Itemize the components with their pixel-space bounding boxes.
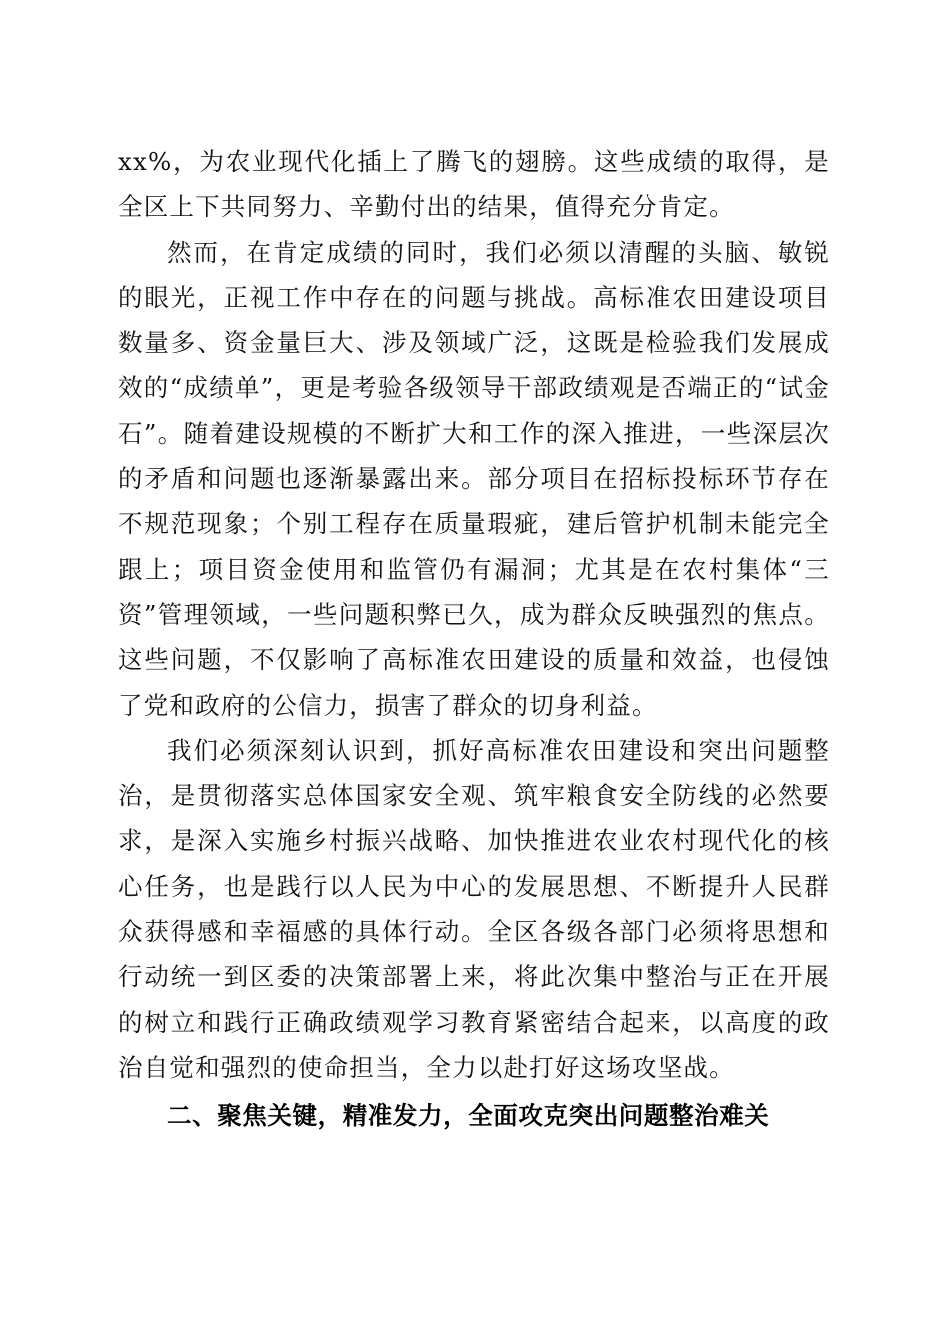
paragraph-deep-understanding: 我们必须深刻认识到，抓好高标准农田建设和突出问题整治，是贯彻落实总体国家安全观、筑牢粮食安全防线的必然要求，是深入实施乡村振兴战略、加快推进农业农村现代化的核心任务，也是践行以人民为中心的发展思想、不断提升人民群众获得感和幸福感的具体行动。全区各级各部门必须将思想和行动统一到区委的决策部署上来，将此次集中整治与正在开展的树立和践行正确政绩观学习教育紧密结合起来，以高度的政治自觉和强烈的使命担当，全力以赴打好这场攻坚战。 <box>118 735 830 1082</box>
section-heading: 二、聚焦关键，精准发力，全面攻克突出问题整治难关 <box>167 1101 770 1131</box>
paragraph-continuation: xx%，为农业现代化插上了腾飞的翅膀。这些成绩的取得，是全区上下共同努力、辛勤付出的结果，值得充分肯定。 <box>118 147 830 222</box>
paragraph-problems-and-challenges: 然而，在肯定成绩的同时，我们必须以清醒的头脑、敏锐的眼光，正视工作中存在的问题与挑战。高标准农田建设项目数量多、资金量巨大、涉及领域广泛，这既是检验我们发展成效的“成绩单”，更是考验各级领导干部政绩观是否端正的“试金石”。随着建设规模的不断扩大和工作的深入推进，一些深层次的矛盾和问题也逐渐暴露出来。部分项目在招标投标环节存在不规范现象；个别工程存在质量瑕疵，建后管护机制未能完全跟上；项目资金使用和监管仍有漏洞；尤其是在农村集体“三资”管理领域，一些问题积弊已久，成为群众反映强烈的焦点。这些问题，不仅影响了高标准农田建设的质量和效益，也侵蚀了党和政府的公信力，损害了群众的切身利益。 <box>118 237 830 720</box>
document-body <box>118 139 830 1139</box>
